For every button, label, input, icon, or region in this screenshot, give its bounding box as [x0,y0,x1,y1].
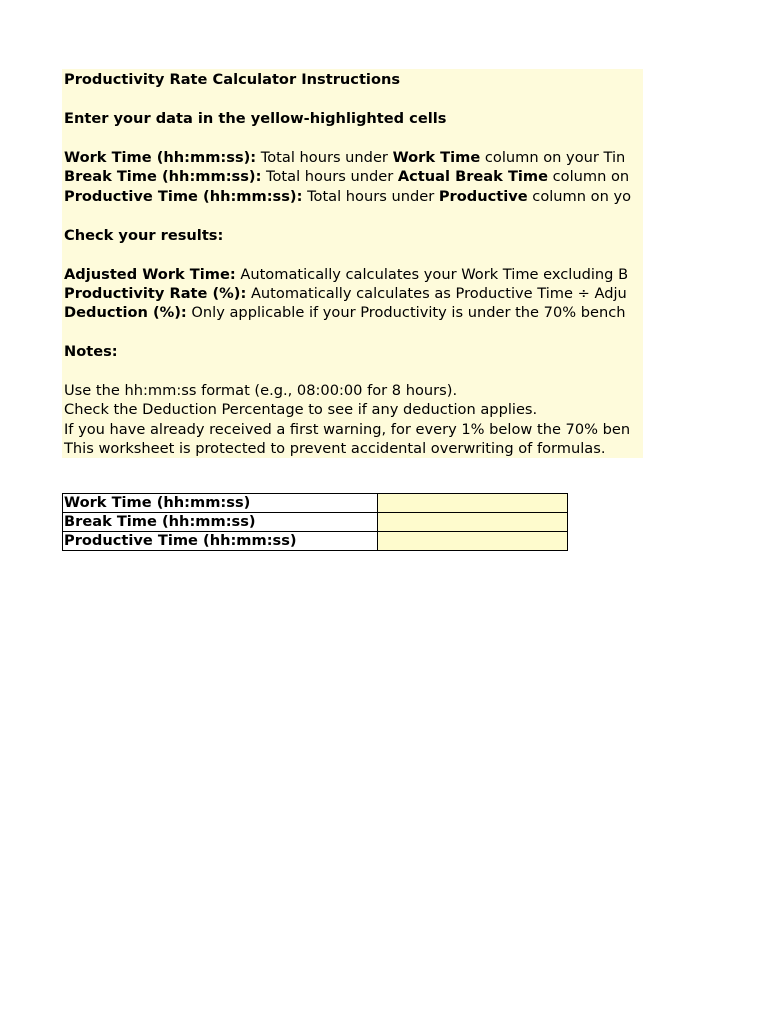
instruction-label: Productive Time (hh:mm:ss): [64,188,303,205]
note-item: If you have already received a first warning, for every 1% below the 70% ben [64,421,631,438]
instruction-emphasis: Productive [438,188,528,205]
break-time-instruction [64,167,629,186]
table-row [63,494,568,513]
result-text: Automatically calculates your Work Time excluding B [235,266,629,283]
instruction-text: column on your Tin [480,149,626,166]
instruction-text: column on [548,168,630,185]
productive-time-instruction [64,187,631,206]
note-item: This worksheet is protected to prevent accidental overwriting of formulas. [64,440,606,457]
results-heading: Check your results: [64,227,224,244]
instructions-panel [62,69,643,458]
instruction-label: Work Time (hh:mm:ss): [64,149,257,166]
break-time-input-cell[interactable] [378,513,568,532]
result-text: Only applicable if your Productivity is under the 70% bench [186,304,626,321]
adjusted-work-time-result [64,265,628,284]
productivity-rate-result [64,284,627,303]
work-time-label: Work Time (hh:mm:ss) [63,494,378,513]
instruction-text: Total hours under [256,149,393,166]
result-label: Adjusted Work Time: [64,266,236,283]
notes-heading: Notes: [64,343,118,360]
instruction-text: Total hours under [302,188,439,205]
work-time-instruction [64,148,625,167]
instructions-title: Productivity Rate Calculator Instructions [64,71,401,88]
instruction-text: Total hours under [261,168,398,185]
productive-time-input-cell[interactable] [378,532,568,551]
work-time-input-cell[interactable] [378,494,568,513]
result-text: Automatically calculates as Productive Time ÷ Adju [246,285,627,302]
result-label: Productivity Rate (%): [64,285,247,302]
table-row [63,513,568,532]
note-item: Check the Deduction Percentage to see if any deduction applies. [64,401,538,418]
instruction-text: column on yo [527,188,632,205]
productive-time-label: Productive Time (hh:mm:ss) [63,532,378,551]
instruction-emphasis: Actual Break Time [397,168,548,185]
result-label: Deduction (%): [64,304,187,321]
instructions-subtitle: Enter your data in the yellow-highlighted cells [64,110,447,127]
break-time-label: Break Time (hh:mm:ss) [63,513,378,532]
instruction-emphasis: Work Time [392,149,481,166]
note-item: Use the hh:mm:ss format (e.g., 08:00:00 for 8 hours). [64,382,458,399]
deduction-result [64,303,626,322]
instruction-label: Break Time (hh:mm:ss): [64,168,262,185]
table-row [63,532,568,551]
time-input-table [62,493,568,551]
